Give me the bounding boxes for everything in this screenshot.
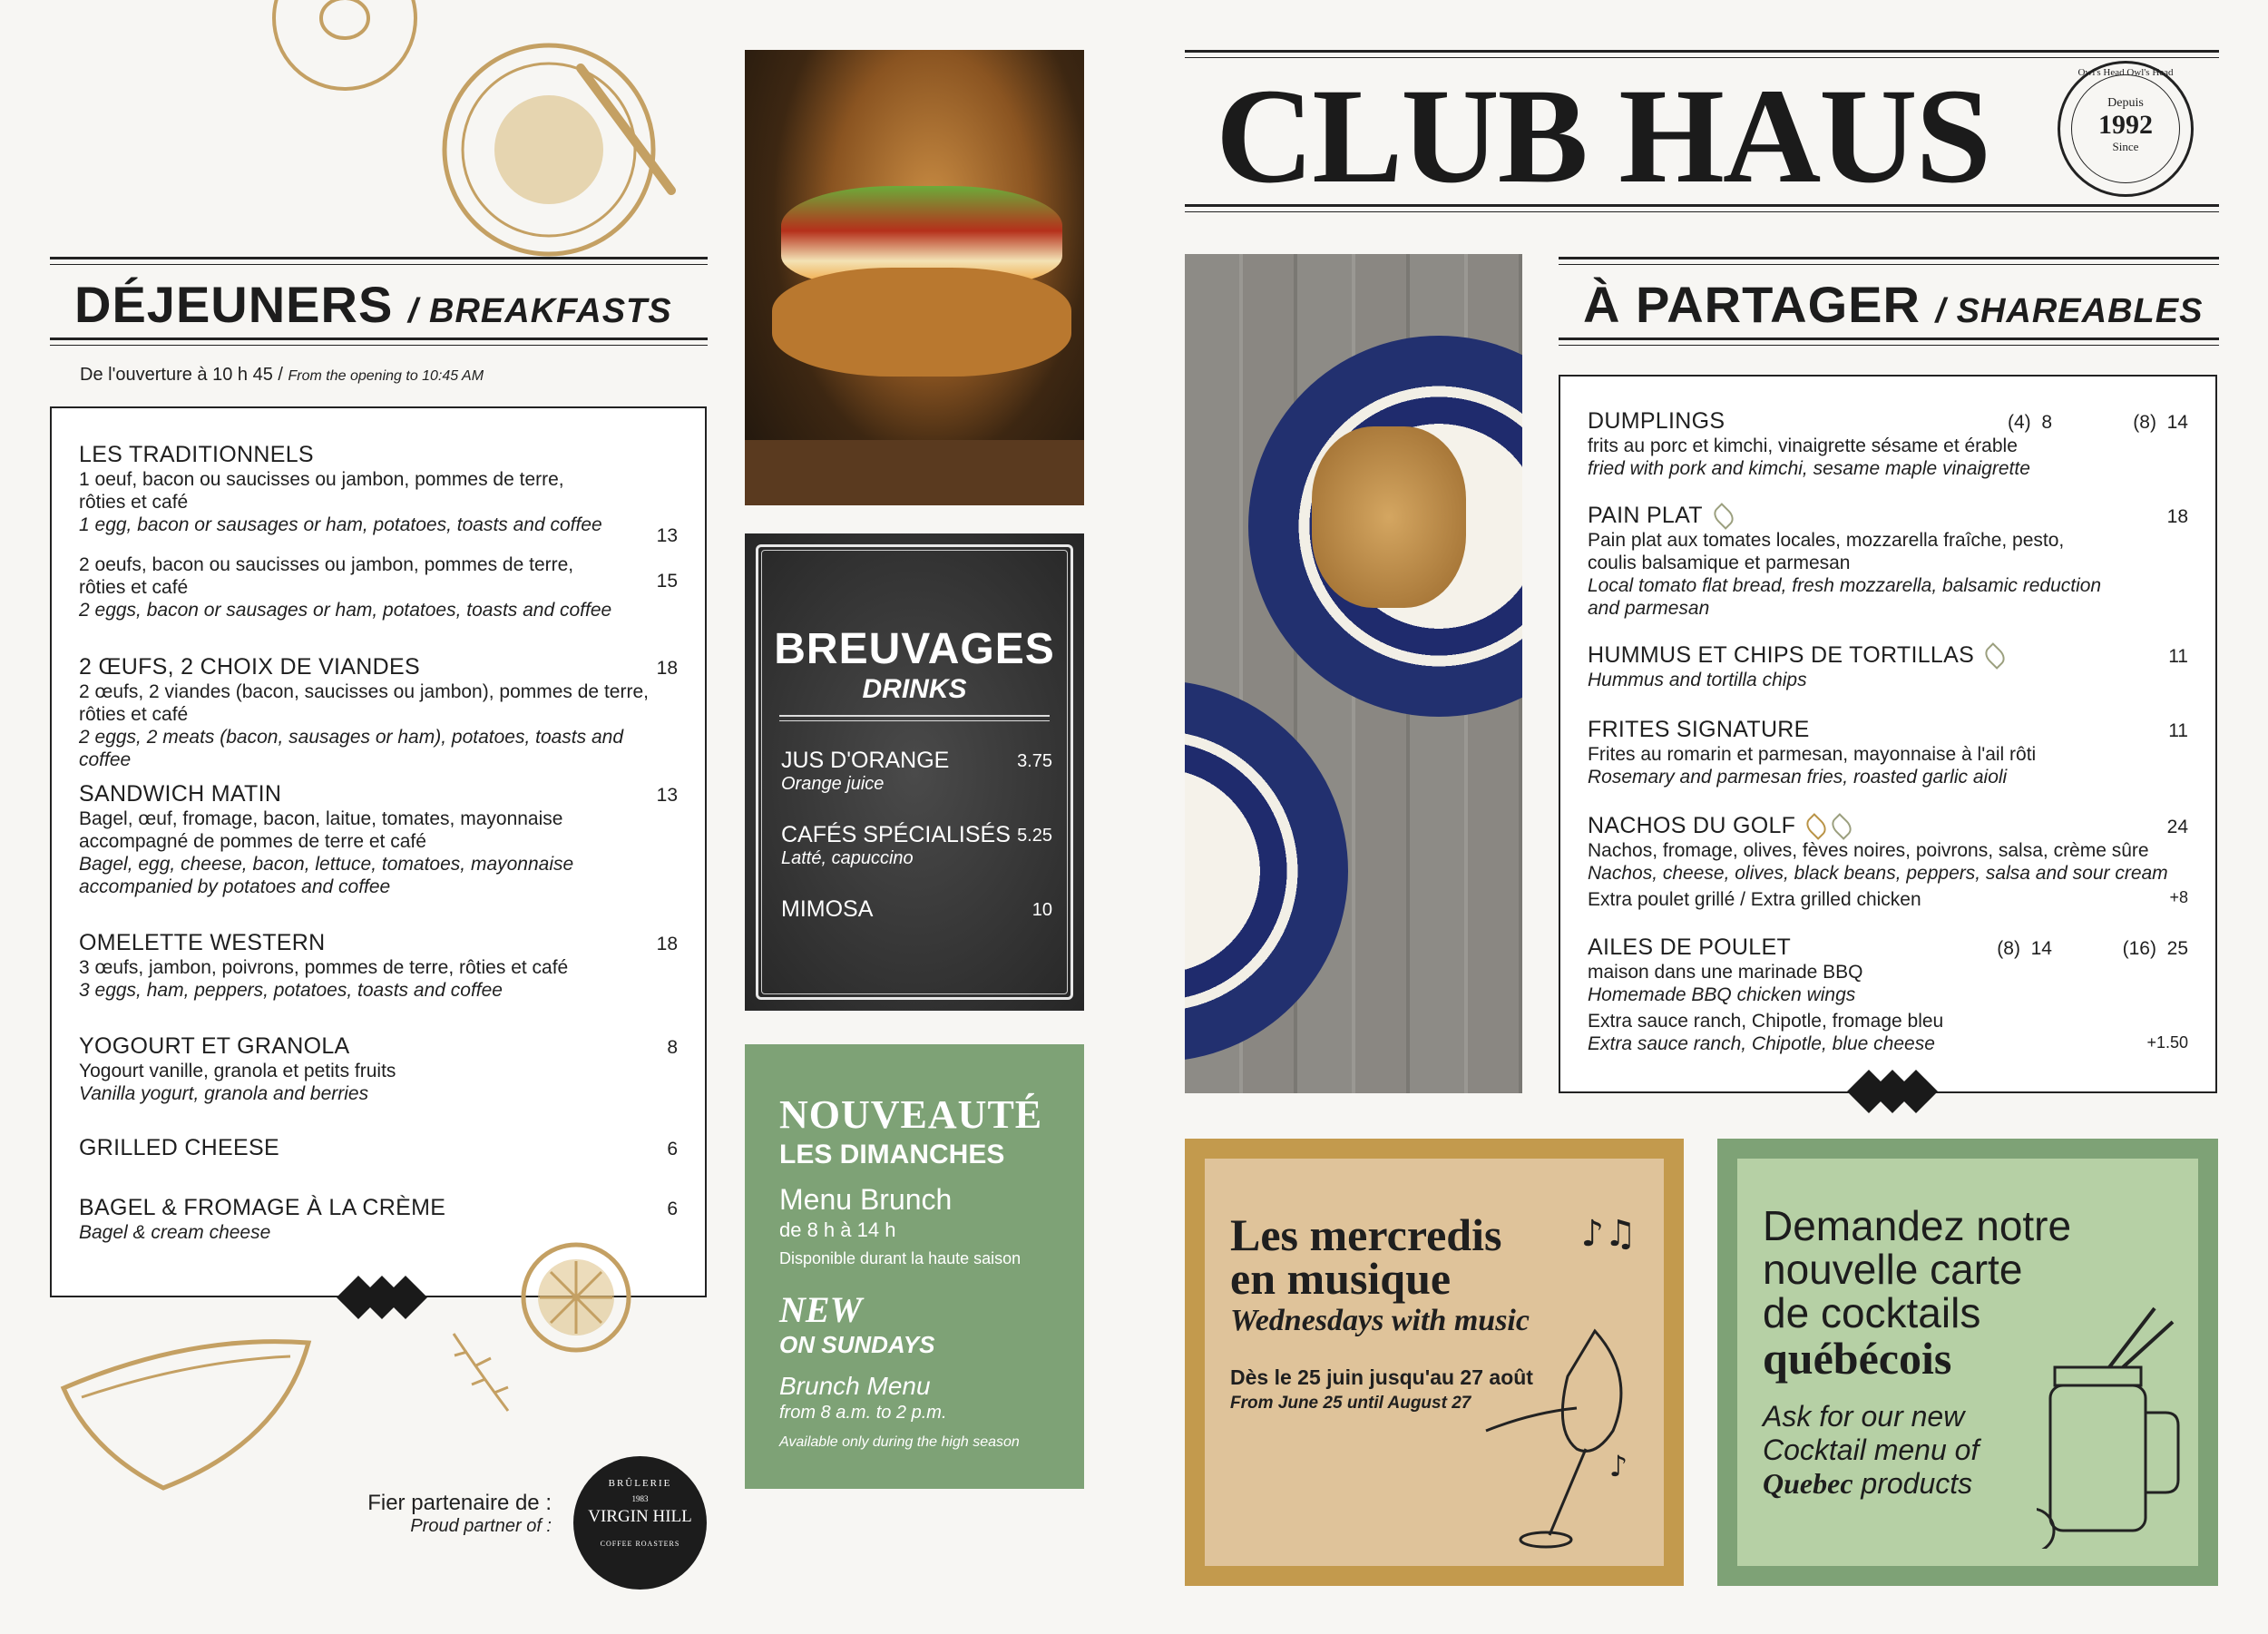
item-desc-en: 3 eggs, ham, peppers, potatoes, toasts and coffee	[79, 980, 503, 1001]
item-name: OMELETTE WESTERN	[79, 930, 326, 955]
partner-label-fr: Fier partenaire de :	[367, 1491, 552, 1515]
item-desc-fr: 2 oeufs, bacon ou saucisses ou jambon, pommes de terre, rôties et café	[79, 554, 574, 598]
music-title-en: Wednesdays with music	[1230, 1304, 1530, 1337]
drink-price: 3.75	[1017, 751, 1052, 771]
seal-year: 1992	[2098, 110, 2153, 140]
breakfast-title-en: BREAKFASTS	[429, 292, 672, 330]
menu-item-yogourt-granola	[79, 1032, 678, 1105]
menu-item-2-oeufs	[79, 653, 678, 771]
item-price: 6	[667, 1139, 678, 1159]
vegetarian-leaf-icon	[1710, 504, 1737, 531]
share-top-rule	[1559, 257, 2219, 265]
item-desc-en: Homemade BBQ chicken wings	[1588, 984, 1856, 1005]
music-note-icon: ♪	[1608, 1449, 1628, 1483]
item-name: 2 ŒUFS, 2 CHOIX DE VIANDES	[79, 654, 420, 680]
sandwich-sketch-icon	[54, 1334, 318, 1497]
cocktails-line3: de cocktails	[1763, 1289, 1981, 1336]
share-bottom-rule	[1559, 338, 2219, 346]
brunch-new-en: NEW	[779, 1289, 863, 1330]
item-price: 24	[2166, 817, 2188, 837]
item-desc-fr: maison dans une marinade BBQ	[1588, 962, 1863, 983]
item-desc-fr: frits au porc et kimchi, vinaigrette sésame et érable	[1588, 435, 2018, 456]
breakfast-hours-fr: De l'ouverture à 10 h 45	[80, 365, 273, 385]
item-name: DUMPLINGS	[1588, 408, 1725, 434]
item-name: NACHOS DU GOLF	[1588, 813, 1796, 838]
logo-top-text: BRÛLERIE	[608, 1478, 672, 1489]
partner-label	[345, 1491, 552, 1537]
item-extra: Extra poulet grillé / Extra grilled chicken	[1588, 889, 1921, 910]
seal-depuis: Depuis	[2107, 96, 2144, 110]
menu-item-dumplings	[1588, 407, 2188, 480]
item-desc-fr: 1 oeuf, bacon ou saucisses ou jambon, pommes de terre, rôties et café	[79, 469, 564, 513]
item-price: 18	[656, 934, 678, 954]
item-desc-en: fried with pork and kimchi, sesame maple vinaigrette	[1588, 458, 2030, 479]
brunch-menu-en: Brunch Menu	[779, 1372, 931, 1400]
drinks-title-en: DRINKS	[862, 674, 967, 704]
brand-top-rule	[1185, 50, 2219, 58]
breakfast-menu-box	[50, 406, 707, 1297]
item-price: 13	[656, 785, 678, 806]
drink-name: CAFÉS SPÉCIALISÉS	[781, 822, 1011, 847]
bagel-sandwich-photo	[745, 50, 1084, 505]
item-extra-price: +8	[2169, 888, 2188, 906]
item-name: SANDWICH MATIN	[79, 781, 282, 807]
drinks-title-fr: BREUVAGES	[774, 625, 1055, 673]
herb-sketch-icon	[445, 1329, 517, 1415]
cocktails-card	[1717, 1139, 2218, 1586]
item-name: AILES DE POULET	[1588, 934, 1792, 960]
logo-name: VIRGIN HILL	[588, 1507, 692, 1526]
breakfast-hours-en: From the opening to 10:45 AM	[288, 368, 484, 384]
music-dates-en: From June 25 until August 27	[1230, 1394, 1471, 1413]
item-price: 6	[667, 1199, 678, 1219]
lemon-sketch-icon	[517, 1238, 635, 1356]
breakfast-top-rule	[50, 257, 708, 265]
item-price: 11	[2168, 646, 2188, 667]
brunch-avail-fr: Disponible durant la haute saison	[779, 1249, 1022, 1267]
music-note-icon: ♪♫	[1580, 1213, 1637, 1255]
cocktails-en-line1: Ask for our new	[1763, 1400, 1965, 1433]
item-desc-en: Rosemary and parmesan fries, roasted garlic aioli	[1588, 767, 2008, 788]
cocktails-en-quebec: Quebec	[1763, 1467, 1853, 1500]
cocktails-line1: Demandez notre	[1763, 1202, 2072, 1249]
menu-item-traditionnels-1	[79, 441, 678, 546]
menu-item-hummus	[1588, 641, 2188, 691]
drink-item	[781, 896, 1052, 923]
brunch-days-en: ON SUNDAYS	[779, 1331, 935, 1358]
brand-title: CLUB HAUS	[1216, 61, 1989, 211]
brunch-avail-en: Available only during the high season	[779, 1434, 1020, 1450]
item-desc-fr: Bagel, œuf, fromage, bacon, laitue, tomates, mayonnaise accompagné de pommes de terre et café	[79, 808, 563, 852]
cocktails-line4: québécois	[1763, 1333, 1952, 1384]
item-name: GRILLED CHEESE	[79, 1135, 279, 1160]
logo-bottom-text: COFFEE ROASTERS	[600, 1540, 680, 1548]
cocktails-en-line2: Cocktail menu of	[1763, 1433, 1980, 1466]
menu-item-sandwich-matin	[79, 780, 678, 898]
breakfast-title: DÉJEUNERS / BREAKFASTS	[74, 276, 672, 333]
wine-glass-sketch-icon	[1477, 1322, 1658, 1558]
menu-item-bagel-fromage	[79, 1194, 678, 1244]
item-price: 8	[667, 1037, 678, 1058]
seal-since: Since	[2112, 140, 2139, 153]
item-desc-en: Vanilla yogurt, granola and berries	[79, 1083, 369, 1104]
menu-item-pain-plat	[1588, 502, 2188, 620]
share-title-fr: À PARTAGER	[1583, 276, 1921, 333]
brunch-new-fr: NOUVEAUTÉ	[779, 1092, 1043, 1137]
brunch-days-fr: LES DIMANCHES	[779, 1140, 1005, 1169]
breakfast-hours: De l'ouverture à 10 h 45 / From the opening to 10:45 AM	[80, 365, 484, 385]
item-price: 11	[2168, 720, 2188, 741]
brand-bottom-rule	[1185, 204, 2219, 212]
brunch-announcement	[745, 1044, 1084, 1489]
breakfast-bottom-rule	[50, 338, 708, 346]
seal-ring-text: Owl's Head Owl's Head	[2077, 67, 2174, 78]
logo-year: 1983	[631, 1494, 649, 1503]
donut-sketch-icon	[272, 0, 417, 100]
item-price: 18	[656, 658, 678, 679]
item-desc-fr: 2 œufs, 2 viandes (bacon, saucisses ou jambon), pommes de terre, rôties et café	[79, 681, 649, 725]
item-name: BAGEL & FROMAGE À LA CRÈME	[79, 1195, 446, 1220]
drink-price: 5.25	[1017, 826, 1052, 846]
menu-item-traditionnels-2	[79, 553, 678, 621]
item-desc-fr: Nachos, fromage, olives, fèves noires, poivrons, salsa, crème sûre	[1588, 840, 2149, 861]
music-dates-fr: Dès le 25 juin jusqu'au 27 août	[1230, 1365, 1533, 1389]
item-price-small: (8) 14	[1997, 938, 2052, 959]
item-extra-price: +1.50	[2146, 1033, 2188, 1052]
item-desc-en: Bagel & cream cheese	[79, 1222, 271, 1243]
item-price-large: (16) 25	[2122, 938, 2188, 959]
item-price: 13	[656, 525, 678, 546]
drink-item	[781, 748, 1052, 795]
item-desc-en: Bagel, egg, cheese, bacon, lettuce, tomatoes, mayonnaise accompanied by potatoes and coffee	[79, 854, 574, 897]
drink-desc: Latté, capuccino	[781, 848, 914, 868]
item-extra-en: Extra sauce ranch, Chipotle, blue cheese	[1588, 1033, 1935, 1054]
vegetarian-leaf-icon	[1981, 643, 2009, 670]
menu-item-nachos	[1588, 812, 2188, 911]
drink-desc: Orange juice	[781, 774, 885, 794]
item-name: PAIN PLAT	[1588, 503, 1703, 528]
item-desc-en: Hummus and tortilla chips	[1588, 670, 1807, 690]
item-name: HUMMUS ET CHIPS DE TORTILLAS	[1588, 642, 1975, 668]
item-desc-fr: Frites au romarin et parmesan, mayonnaise à l'ail rôti	[1588, 744, 2037, 765]
drink-name: JUS D'ORANGE	[781, 748, 950, 773]
share-menu-box	[1559, 375, 2217, 1093]
item-price: 18	[2166, 506, 2188, 527]
menu-item-ailes-poulet	[1588, 934, 2188, 1055]
breakfast-title-fr: DÉJEUNERS	[74, 276, 394, 333]
partner-label-en: Proud partner of :	[410, 1516, 552, 1536]
menu-item-omelette-western	[79, 929, 678, 1002]
virgin-hill-logo	[573, 1456, 707, 1590]
share-title-en: SHAREABLES	[1956, 292, 2204, 330]
item-price: 15	[656, 571, 678, 592]
item-desc-fr: Yogourt vanille, granola et petits fruits	[79, 1061, 396, 1081]
share-title: À PARTAGER / SHAREABLES	[1583, 276, 2204, 333]
drink-price: 10	[1031, 900, 1052, 920]
item-extra-fr: Extra sauce ranch, Chipotle, fromage bleu	[1588, 1011, 1944, 1032]
music-title-line1: Les mercredis	[1230, 1209, 1502, 1260]
music-night-card	[1185, 1139, 1684, 1586]
item-desc-en: 2 eggs, 2 meats (bacon, sausages or ham), potatoes, toasts and coffee	[79, 727, 624, 770]
brand-seal	[2058, 61, 2194, 197]
item-desc-fr: Pain plat aux tomates locales, mozzarella fraîche, pesto, coulis balsamique et parmesan	[1588, 530, 2065, 573]
gluten-free-icon	[1803, 814, 1830, 841]
drink-name: MIMOSA	[781, 896, 874, 922]
brunch-hours-fr: de 8 h à 14 h	[779, 1218, 896, 1241]
brunch-hours-en: from 8 a.m. to 2 p.m.	[779, 1403, 947, 1423]
dumplings-photo	[1185, 254, 1522, 1093]
cocktails-line2: nouvelle carte	[1763, 1246, 2023, 1293]
mason-jar-sketch-icon	[2037, 1304, 2191, 1549]
item-price-small: (4) 8	[2007, 412, 2052, 433]
item-price-large: (8) 14	[2133, 412, 2188, 433]
vegetarian-leaf-icon	[1828, 814, 1855, 841]
cocktails-en-products: products	[1861, 1467, 1973, 1500]
item-desc-fr: 3 œufs, jambon, poivrons, pommes de terre, rôties et café	[79, 957, 569, 978]
menu-item-grilled-cheese	[79, 1134, 678, 1161]
item-name: YOGOURT ET GRANOLA	[79, 1033, 350, 1059]
menu-item-frites-signature	[1588, 716, 2188, 788]
item-name: LES TRADITIONNELS	[79, 442, 314, 467]
coffee-cup-sketch-icon	[426, 27, 699, 263]
drinks-chalkboard	[745, 533, 1084, 1011]
item-desc-en: 1 egg, bacon or sausages or ham, potatoes, toasts and coffee	[79, 514, 602, 535]
item-name: FRITES SIGNATURE	[1588, 717, 1810, 742]
item-desc-en: Nachos, cheese, olives, black beans, peppers, salsa and sour cream	[1588, 863, 2168, 884]
item-desc-en: Local tomato flat bread, fresh mozzarella, balsamic reduction and parmesan	[1588, 575, 2102, 619]
item-desc-en: 2 eggs, bacon or sausages or ham, potatoes, toasts and coffee	[79, 600, 612, 621]
brunch-menu-fr: Menu Brunch	[779, 1183, 953, 1216]
music-title-line2: en musique	[1230, 1253, 1452, 1304]
drink-item	[781, 822, 1052, 869]
